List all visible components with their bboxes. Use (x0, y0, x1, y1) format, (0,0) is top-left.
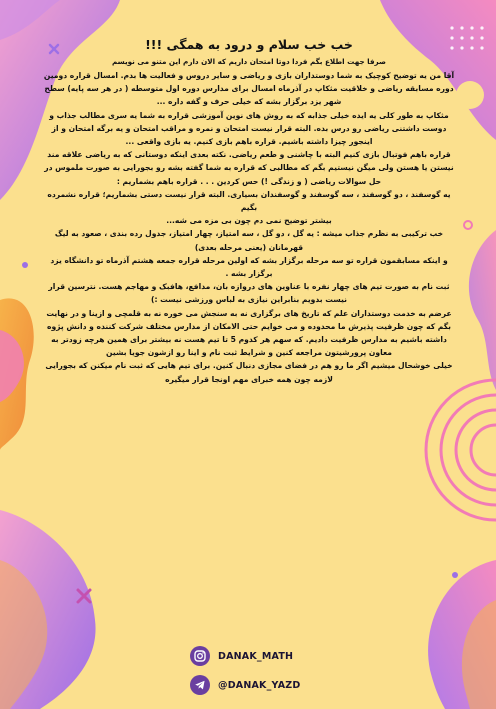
telegram-handle: @DANAK_YAZD (218, 679, 301, 691)
subtitle: صرفا جهت اطلاع بگم فردا دوتا امتحان داریم که الان دارم این متنو می نویسم (112, 57, 386, 66)
page-title: خب خب سلام و درود به همگی !!! (145, 37, 353, 52)
instagram-handle: DANAK_MATH (218, 650, 294, 662)
paragraph: عرضم به خدمت دوستداران علم که تاریخ های برگزاری نه به سنجش می خوره نه به قلمچی و ازینا و در نهایت بگم که چون ظرفیت پذیرش ما محدوده و می خوایم حتی الامکان از مدارس مختلف شرکت کننده و دانش پژوه داشته باشیم به مدارس ظرفیت دادیم. که سهم هر کدوم 5 تا تیم هست نه بیشتر برای همین هرچه زودتر به معاون پرورشیتون مراجعه کنین و شرایط ثبت نام و اینا رو ازشون جویا بشین (46, 308, 452, 358)
paragraph: خب ترکیبی به نظرم جذاب میشه : یه گل ، دو گل ، سه امتیاز، چهار امتیاز، جدول رده بندی ، صعود به لیگ قهرمانان (یعنی مرحله بعدی) (54, 229, 444, 252)
paragraph: یه گوسفند ، دو گوسفند ، سه گوسفند و گوسفندان بسیاری. البته قرار نیست دستی بشماریم؛ قراره نشمرده بگیم (47, 189, 451, 213)
ring-decor (464, 221, 472, 229)
dot-decor (22, 262, 28, 268)
telegram-icon (190, 675, 210, 695)
right-blob (469, 230, 496, 390)
paragraph: ثبت نام به صورت تیم های چهار نفره با عناوین های دروازه بان، مدافع، هافبک و مهاجم هست. نترسین قرار نیست بدویم بنابراین نیازی به لباس ورزشی نیست :) (48, 282, 450, 305)
paragraph: خیلی خوشحال میشیم اگر ما رو هم در فضای مجازی دنبال کنین. برای تیم هایی که ثبت نام میکنن که بجورایی لازمه چون همه خبرای مهم اونجا قرار میگیره (45, 361, 453, 384)
instagram-icon (190, 646, 210, 666)
paragraph: مثکاپ به طور کلی یه ایده خیلی جذابه که به روش های نوین آموزشی قراره به شما یه سری مطالب جذاب و دوست داشتنی ریاضی رو درس بده. البته قرار نیست امتحان و نمره و مراقب امتحان و یه برگه امتحان و از اینجور چیزا داشته باشیم. قراره باهم بازی کنیم. یه بازی واقعی ... (49, 110, 449, 147)
paragraph: قراره باهم فوتبال بازی کنیم البته با چاشنی و طعم ریاضی. نکته بعدی اینکه دوستانی که به ریاضی علاقه مند نیستن یا هستن ولی میگن نیستیم بگم که مطالبی که قراره به شما گفته بشه رو بجورایی به صورت ملموس در حل سوالات ریاضی ( و زندگی !) حس کردین . . . قراره باهم بشماریم : (44, 150, 454, 186)
announcement (40, 36, 458, 616)
paragraph: بیشتر توضیح نمی دم چون بی مزه می شه... (166, 216, 332, 226)
instagram-link[interactable] (190, 646, 293, 666)
paragraph: و اینکه مسابقمون قراره تو سه مرحله برگزار بشه که اولین مرحله قراره جمعه هشتم آذرماه تو دانشگاه یزد برگزار بشه . (50, 255, 448, 279)
paragraph: آقا من یه توضیح کوچیک به شما دوستداران بازی و ریاضی و سایر دروس و فعالیت ها بدم. امسال قراره دومین دوره مسابقه ریاضی و خلاقیت مثکاپ در آذرماه امسال برای مدارس دوره اول متوسطه ( در هر سه پایه) سطح شهر یزد برگزار بشه که خیلی حرف و گفه داره ... (43, 71, 455, 107)
telegram-link[interactable] (190, 675, 300, 695)
